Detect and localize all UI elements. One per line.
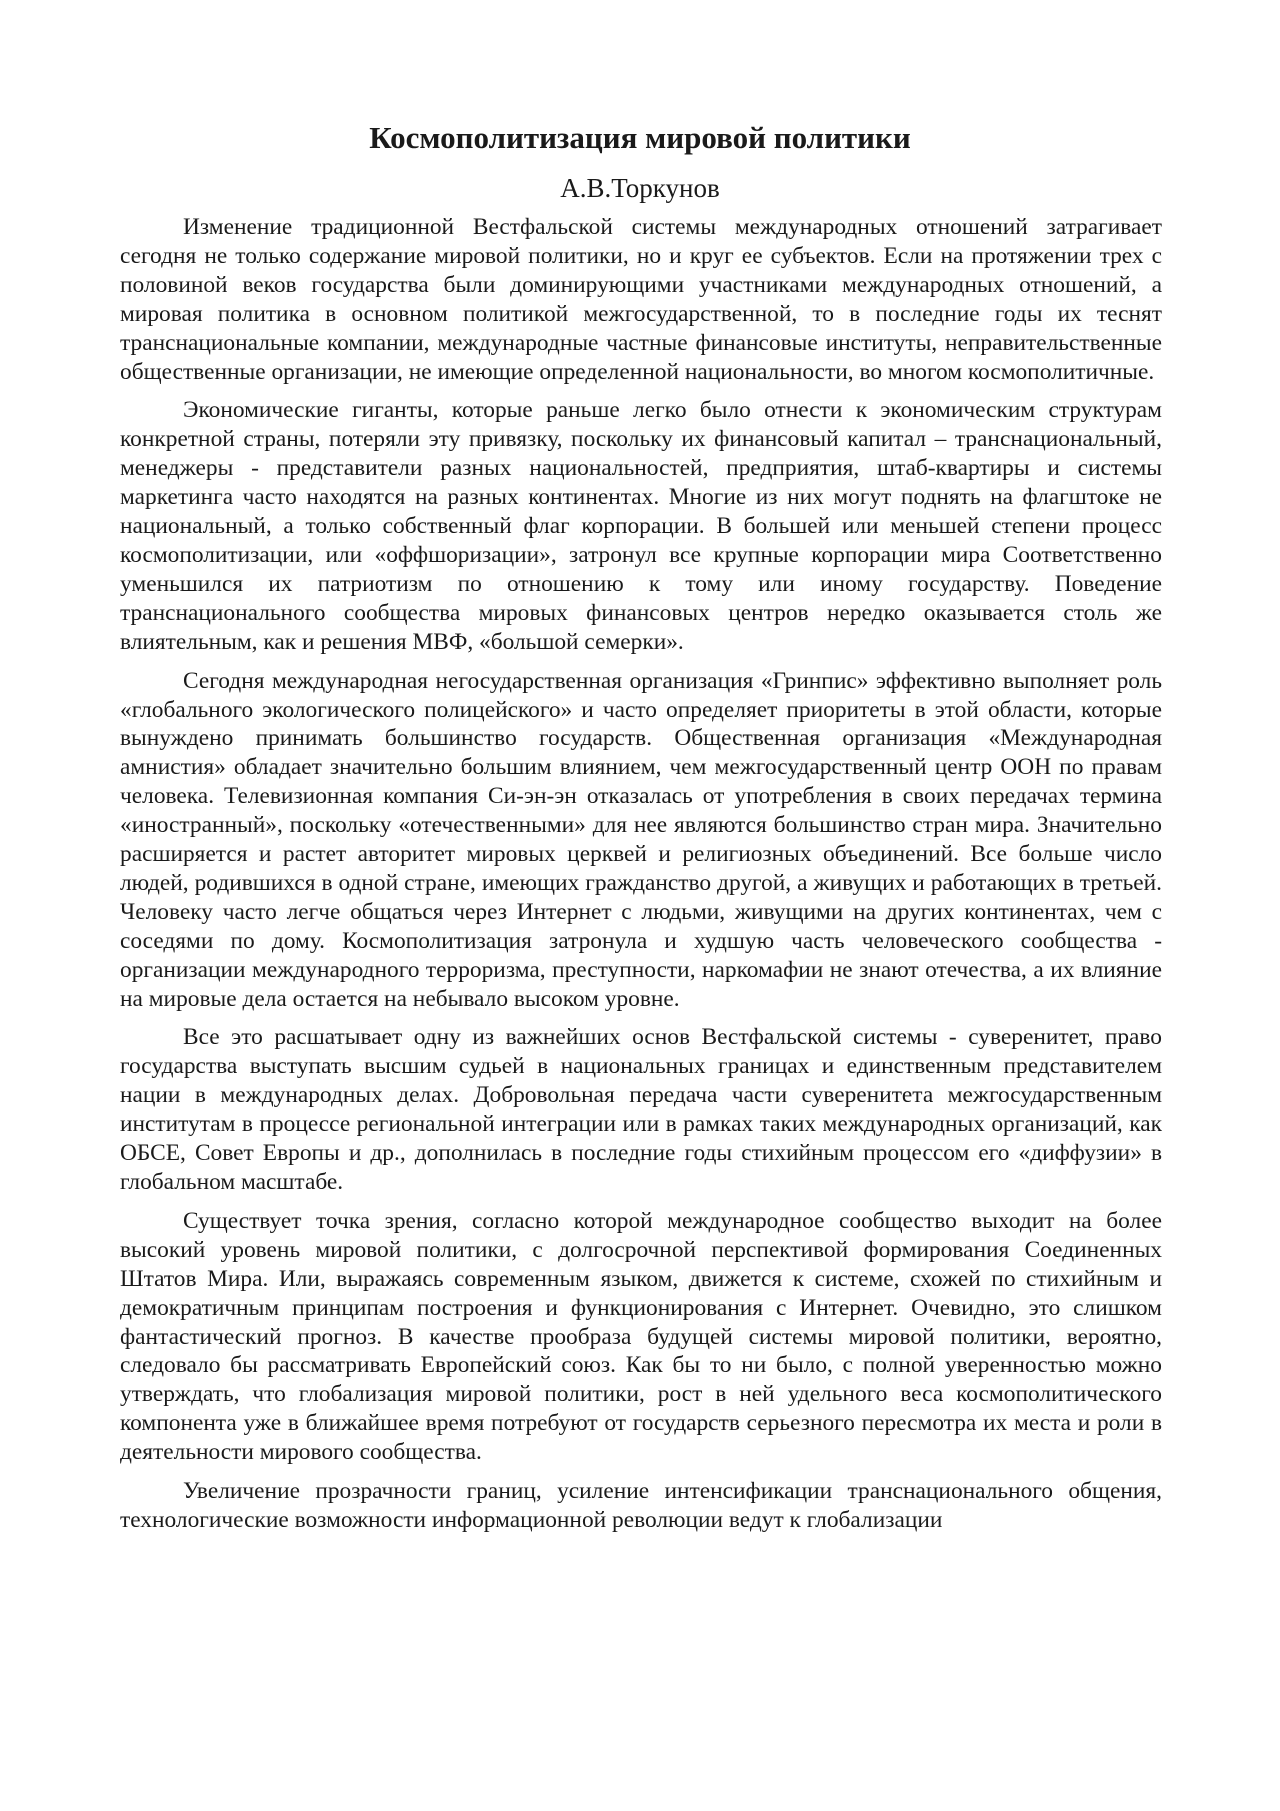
paragraph: Экономические гиганты, которые раньше легко было отнести к экономическим структурам конкретной страны, потеряли эту привязку, поскольку их финансовый капитал – транснациональный, менеджеры - представители разных национальностей, предприятия, штаб-квартиры и системы маркетинга часто находятся на разных континентах. Многие из них могут поднять на флагштоке не национальный, а только собственный флаг корпорации. В большей или меньшей степени процесс космополитизации, или «оффшоризации», затронул все крупные корпорации мира Соответственно уменьшился их патриотизм по отношению к тому или иному государству. Поведение транснационального сообщества мировых финансовых центров нередко оказывается столь же влиятельным, как и решения МВФ, «большой семерки». [120,397,1162,655]
paragraph: Все это расшатывает одну из важнейших основ Вестфальской системы - суверенитет, право государства выступать высшим судьей в национальных границах и единственным представителем нации в международных делах. Добровольная передача части суверенитета межгосударственным институтам в процессе региональной интеграции или в рамках таких международных организаций, как ОБСЕ, Совет Европы и др., дополнилась в последние годы стихийным процессом его «диффузии» в глобальном масштабе. [120,1024,1162,1195]
paragraph: Увеличение прозрачности границ, усиление интенсификации транснационального общения, технологические возможности информационной революции ведут к глобализации [120,1478,1162,1533]
document-title: Космополитизация мировой политики [369,120,911,155]
paragraph: Существует точка зрения, согласно которой международное сообщество выходит на более высокий уровень мировой политики, с долгосрочной перспективой формирования Соединенных Штатов Мира. Или, выражаясь современным языком, движется к системе, схожей по стихийным и демократичным принципам построения и функционирования с Интернет. Очевидно, это слишком фантастический прогноз. В качестве прообраза будущей системы мировой политики, вероятно, следовало бы рассматривать Европейский союз. Как бы то ни было, с полной уверенностью можно утверждать, что глобализация мировой политики, рост в ней удельного веса космополитического компонента уже в ближайшее время потребуют от государств серьезного пересмотра их места и роли в деятельности мирового сообщества. [120,1207,1162,1466]
document-author: А.В.Торкунов [560,173,720,203]
document-body [120,213,1162,1545]
paragraph: Изменение традиционной Вестфальской системы международных отношений затрагивает сегодня не только содержание мировой политики, но и круг ее субъектов. Если на протяжении трех с половиной веков государства были доминирующими участниками международных отношений, а мировая политика в основном политикой межгосударственной, то в последние годы их теснят транснациональные компании, международные частные финансовые институты, неправительственные общественные организации, не имеющие определенной национальности, во многом космополитичные. [120,214,1162,385]
paragraph: Сегодня международная негосударственная организация «Гринпис» эффективно выполняет роль «глобального экологического полицейского» и часто определяет приоритеты в этой области, которые вынуждено принимать большинство государств. Общественная организация «Международная амнистия» обладает значительно большим влиянием, чем межгосударственный центр ООН по правам человека. Телевизионная компания Си-эн-эн отказалась от употребления в своих передачах термина «иностранный», поскольку «отечественными» для нее являются большинство стран мира. Значительно расширяется и растет авторитет мировых церквей и религиозных объединений. Все больше число людей, родившихся в одной стране, имеющих гражданство другой, а живущих и работающих в третьей. Человеку часто легче общаться через Интернет с людьми, живущими на других континентах, чем с соседями по дому. Космополитизация затронула и худшую часть человеческого сообщества - организации международного терроризма, преступности, наркомафии не знают отечества, а их влияние на мировые дела остается на небывало высоком уровне. [120,667,1162,1012]
